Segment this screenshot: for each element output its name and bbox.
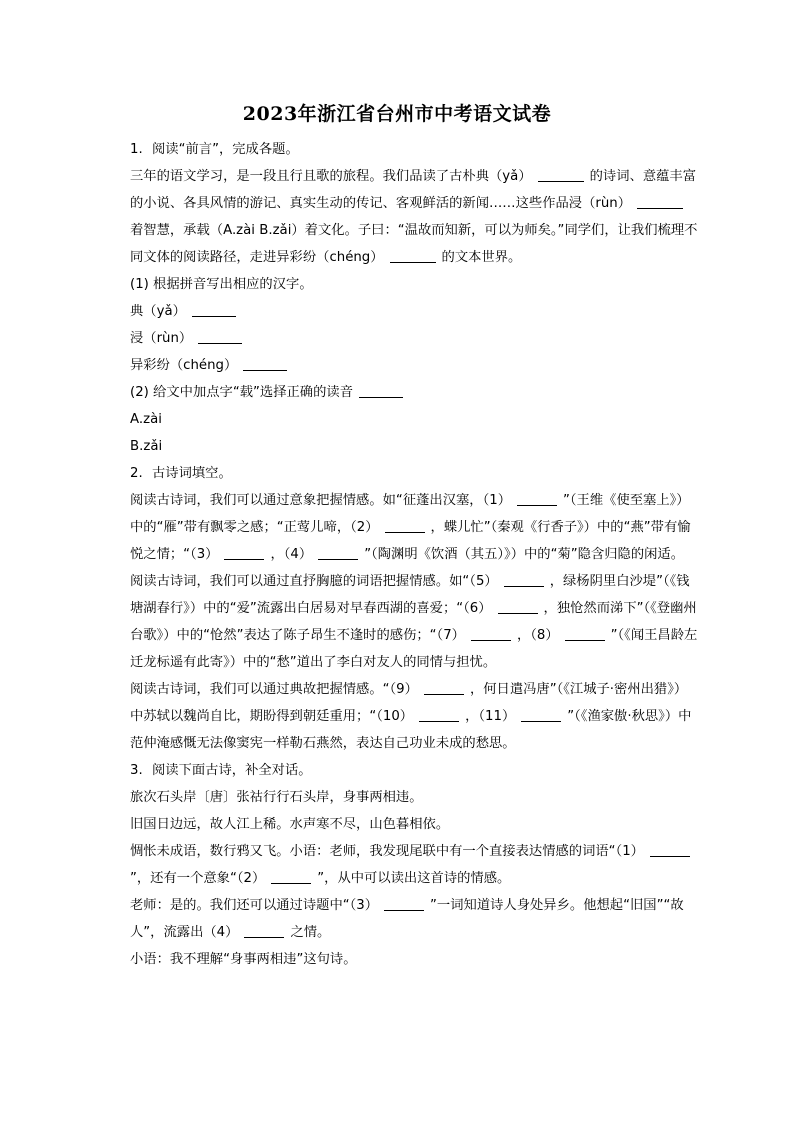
q2-heading-text: 古诗词填空。 <box>152 466 232 481</box>
q3-heading <box>130 757 700 784</box>
q1-item3-label: 异彩纷（chéng） <box>130 358 238 373</box>
answer-blank[interactable] <box>271 869 311 884</box>
answer-blank[interactable] <box>244 923 284 938</box>
q1-passage-part: 三年的语文学习，是一段且行且歌的旅程。我们品读了古朴典（yǎ） <box>130 169 532 184</box>
q1-passage <box>130 163 700 271</box>
answer-blank[interactable] <box>650 842 690 857</box>
answer-blank[interactable] <box>471 626 511 641</box>
q2-paragraph-2 <box>130 568 700 676</box>
q2-text: ，绿杨阴里白沙堤”（《钱塘湖春行》）中的“爱”流露出白居易对早春西湖的喜爱；“（6） <box>130 574 690 616</box>
q1-sub2-label: (2) 给文中加点字“载”选择正确的读音 <box>130 385 353 400</box>
q3-poem-line-2: 旧国日边远，故人江上稀。水声寒不尽，山色暮相依。 <box>130 817 450 832</box>
q3-dialogue-1 <box>130 838 700 892</box>
q2-text: ，独怆然而涕下”（《登幽州台歌》）中的“怆然”表达了陈子昂生不逢时的感伤；“（7） <box>130 601 697 643</box>
q1-item1 <box>130 298 700 325</box>
answer-blank[interactable] <box>565 626 605 641</box>
q1-option-b[interactable]: B.zǎi <box>130 439 163 454</box>
q2-text: 阅读古诗词，我们可以通过直抒胸臆的词语把握情感。如“（5） <box>130 574 498 589</box>
q2-text: ”（王维《使至塞上》）中的“雁”带有飘零之感；“正莺儿啼，（2） <box>130 493 690 535</box>
q1-heading <box>130 136 700 163</box>
answer-blank[interactable] <box>390 248 436 263</box>
q1-item3 <box>130 352 700 379</box>
q3-text: ”，还有一个意象“（2） <box>130 871 266 886</box>
q2-text: 阅读古诗词，我们可以通过典故把握情感。“（9） <box>130 682 418 697</box>
q1-item2-label: 浸（rùn） <box>130 331 193 346</box>
answer-blank[interactable] <box>385 518 425 533</box>
exam-content <box>130 136 700 973</box>
q3-text: ”一词知道诗人身处异乡。他想起“旧国”“故人”，流露出（4） <box>130 898 684 940</box>
q1-heading-text: 阅读“前言”，完成各题。 <box>152 142 299 157</box>
q1-sub1: (1) 根据拼音写出相应的汉字。 <box>130 277 313 292</box>
q2-text: ，蝶儿忙”（秦观《行香子》）中的“燕”带有愉悦之情；“（3） <box>130 520 691 562</box>
q1-item2 <box>130 325 700 352</box>
answer-blank[interactable] <box>517 491 557 506</box>
answer-blank[interactable] <box>538 167 584 182</box>
answer-blank[interactable] <box>359 383 403 398</box>
answer-blank[interactable] <box>424 680 464 695</box>
q2-number: 2. <box>130 466 143 481</box>
answer-blank[interactable] <box>419 707 459 722</box>
q1-passage-part: 的诗词、意蕴丰富的小说、各具风情的游记、真实生动的传记、客观鲜活的新闻……这些作品浸（rùn） <box>130 169 697 211</box>
answer-blank[interactable] <box>504 572 544 587</box>
q1-sub2 <box>130 379 700 406</box>
q3-heading-text: 阅读下面古诗，补全对话。 <box>152 763 312 778</box>
answer-blank[interactable] <box>198 329 242 344</box>
q2-text: ，何日遣冯唐”（《江城子·密州出猎》）中苏轼以魏尚自比，期盼得到朝廷重用；“（10） <box>130 682 688 724</box>
q2-text: 阅读古诗词，我们可以通过意象把握情感。如“征蓬出汉塞，（1） <box>130 493 512 508</box>
q1-option-a[interactable]: A.zài <box>130 412 162 427</box>
q3-poem-line-1: 旅次石头岸〔唐〕张祜行行石头岸，身事两相违。 <box>130 790 423 805</box>
answer-blank[interactable] <box>384 896 424 911</box>
answer-blank[interactable] <box>192 302 236 317</box>
answer-blank[interactable] <box>498 599 538 614</box>
q1-passage-part: 着智慧，承载（A.zài B.zǎi）着文化。子曰：“温故而知新，可以为师矣。”同学们，让我们梳理不同文体的阅读路径，走进异彩纷（chéng） <box>130 223 698 265</box>
q3-text: 惆怅未成语，数行鸦又飞。小语：老师，我发现尾联中有一个直接表达情感的词语“（1） <box>130 844 644 859</box>
answer-blank[interactable] <box>224 545 264 560</box>
answer-blank[interactable] <box>318 545 358 560</box>
q2-heading <box>130 460 700 487</box>
q3-text: 老师：是的。我们还可以通过诗题中“（3） <box>130 898 379 913</box>
q2-text: ”（陶渊明《饮酒（其五）》）中的“菊”隐含归隐的闲适。 <box>364 547 685 562</box>
answer-blank[interactable] <box>243 356 287 371</box>
answer-blank[interactable] <box>521 707 561 722</box>
q2-paragraph-1 <box>130 487 700 568</box>
q3-text: 之情。 <box>290 925 331 940</box>
q2-text: ，（4） <box>270 547 313 562</box>
q3-number: 3. <box>130 763 143 778</box>
answer-blank[interactable] <box>637 194 683 209</box>
q1-item1-label: 典（yǎ） <box>130 304 186 319</box>
q3-dialogue-3: 小语：我不理解“身事两相违”这句诗。 <box>130 952 357 967</box>
q2-text: ，（8） <box>516 628 559 643</box>
q2-text: ”（《渔家傲·秋思》）中范仲淹感慨无法像窦宪一样勒石燕然，表达自己功业未成的愁思。 <box>130 709 692 751</box>
q2-text: ，（11） <box>465 709 516 724</box>
q2-paragraph-3 <box>130 676 700 757</box>
q3-dialogue-2 <box>130 892 700 946</box>
q1-number: 1. <box>130 142 143 157</box>
q1-passage-part: 的文本世界。 <box>441 250 522 265</box>
q2-text: ”（《闻王昌龄左迁龙标遥有此寄》）中的“愁”道出了李白对友人的同情与担忧。 <box>130 628 698 670</box>
page-title: 2023年浙江省台州市中考语文试卷 <box>242 103 552 125</box>
q3-text: ”，从中可以读出这首诗的情感。 <box>317 871 511 886</box>
